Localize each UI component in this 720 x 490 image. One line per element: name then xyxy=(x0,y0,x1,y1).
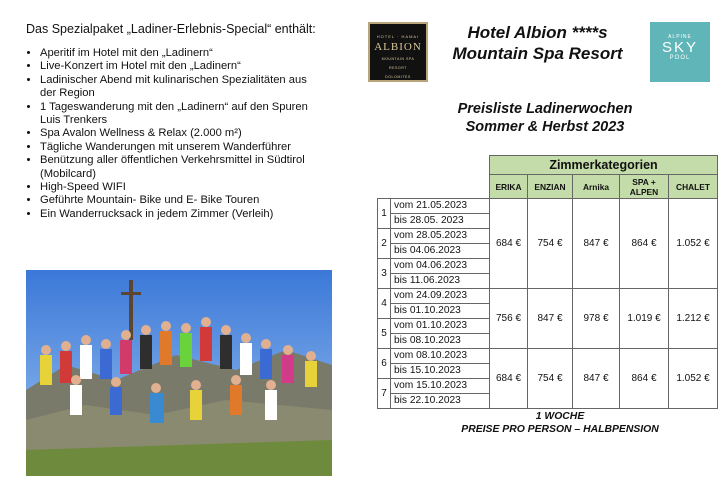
albion-logo: HOTEL · HAMAI ALBION MOUNTAIN SPA RESORT DOLOMITES xyxy=(368,22,428,82)
date-to: bis 28.05. 2023 xyxy=(391,214,490,229)
sky-pool-logo: ALPINE SKY POOL xyxy=(650,22,710,82)
hotel-title: Hotel Albion ****s Mountain Spa Resort xyxy=(452,23,623,63)
feature-list xyxy=(26,47,326,221)
group-photo-illustration xyxy=(26,270,332,476)
date-from: vom 24.09.2023 xyxy=(391,289,490,304)
price-cell: 754 € xyxy=(528,199,573,289)
price-cell: 847 € xyxy=(528,289,573,349)
date-from: vom 08.10.2023 xyxy=(391,349,490,364)
price-cell: 754 € xyxy=(528,349,573,409)
date-from: vom 15.10.2023 xyxy=(391,379,490,394)
date-to: bis 11.06.2023 xyxy=(391,274,490,289)
table-row xyxy=(378,199,718,214)
week-number: 7 xyxy=(378,379,391,409)
date-to: bis 22.10.2023 xyxy=(391,394,490,409)
column-header: CHALET xyxy=(669,175,718,199)
package-description xyxy=(26,22,326,221)
list-item: • Ladinischer Abend mit kulinarischen Spezialitäten aus der Region xyxy=(40,74,326,101)
price-cell: 978 € xyxy=(573,289,620,349)
price-cell: 847 € xyxy=(573,349,620,409)
package-intro: Das Spezialpaket „Ladiner-Erlebnis-Special“ enthält: xyxy=(26,22,316,36)
date-from: vom 04.06.2023 xyxy=(391,259,490,274)
price-cell: 864 € xyxy=(620,199,669,289)
list-item: • Ein Wanderrucksack in jedem Zimmer (Verleih) xyxy=(40,208,326,221)
date-from: vom 01.10.2023 xyxy=(391,319,490,334)
price-cell: 847 € xyxy=(573,199,620,289)
group-photo xyxy=(26,270,332,476)
price-cell: 684 € xyxy=(490,349,528,409)
price-table xyxy=(377,155,718,409)
week-number: 5 xyxy=(378,319,391,349)
price-sheet xyxy=(360,0,720,490)
week-number: 4 xyxy=(378,289,391,319)
column-header: ERIKA xyxy=(490,175,528,199)
list-item: • Tägliche Wanderungen mit unserem Wanderführer xyxy=(40,141,326,154)
price-cell: 756 € xyxy=(490,289,528,349)
list-item: • 1 Tageswanderung mit den „Ladinern“ auf den Spuren Luis Trenkers xyxy=(40,101,326,128)
category-header: Zimmerkategorien xyxy=(490,156,718,175)
column-header: Arnika xyxy=(573,175,620,199)
list-item: • High-Speed WIFI xyxy=(40,181,326,194)
date-from: vom 28.05.2023 xyxy=(391,229,490,244)
price-cell: 1.052 € xyxy=(669,349,718,409)
table-row xyxy=(378,349,718,364)
column-header: SPA + ALPEN xyxy=(620,175,669,199)
table-row xyxy=(378,289,718,304)
price-cell: 1.212 € xyxy=(669,289,718,349)
list-item: • Live-Konzert im Hotel mit den „Ladinern“ xyxy=(40,60,326,73)
date-to: bis 01.10.2023 xyxy=(391,304,490,319)
list-item: • Aperitif im Hotel mit den „Ladinern“ xyxy=(40,47,326,60)
column-header: ENZIAN xyxy=(528,175,573,199)
list-item: • Benützung aller öffentlichen Verkehrsmittel in Südtirol (Mobilcard) xyxy=(40,154,326,181)
list-item: • Geführte Mountain- Bike und E- Bike Touren xyxy=(40,194,326,207)
price-cell: 1.019 € xyxy=(620,289,669,349)
price-footer: 1 WOCHE PREISE PRO PERSON – HALBPENSION xyxy=(461,411,659,435)
list-item: • Spa Avalon Wellness & Relax (2.000 m²) xyxy=(40,127,326,140)
price-cell: 684 € xyxy=(490,199,528,289)
price-cell: 864 € xyxy=(620,349,669,409)
date-to: bis 04.06.2023 xyxy=(391,244,490,259)
week-number: 1 xyxy=(378,199,391,229)
date-from: vom 21.05.2023 xyxy=(391,199,490,214)
price-cell: 1.052 € xyxy=(669,199,718,289)
date-to: bis 08.10.2023 xyxy=(391,334,490,349)
week-number: 3 xyxy=(378,259,391,289)
price-list-title: Preisliste Ladinerwochen Sommer & Herbst 2023 xyxy=(457,101,633,135)
week-number: 2 xyxy=(378,229,391,259)
week-number: 6 xyxy=(378,349,391,379)
date-to: bis 15.10.2023 xyxy=(391,364,490,379)
